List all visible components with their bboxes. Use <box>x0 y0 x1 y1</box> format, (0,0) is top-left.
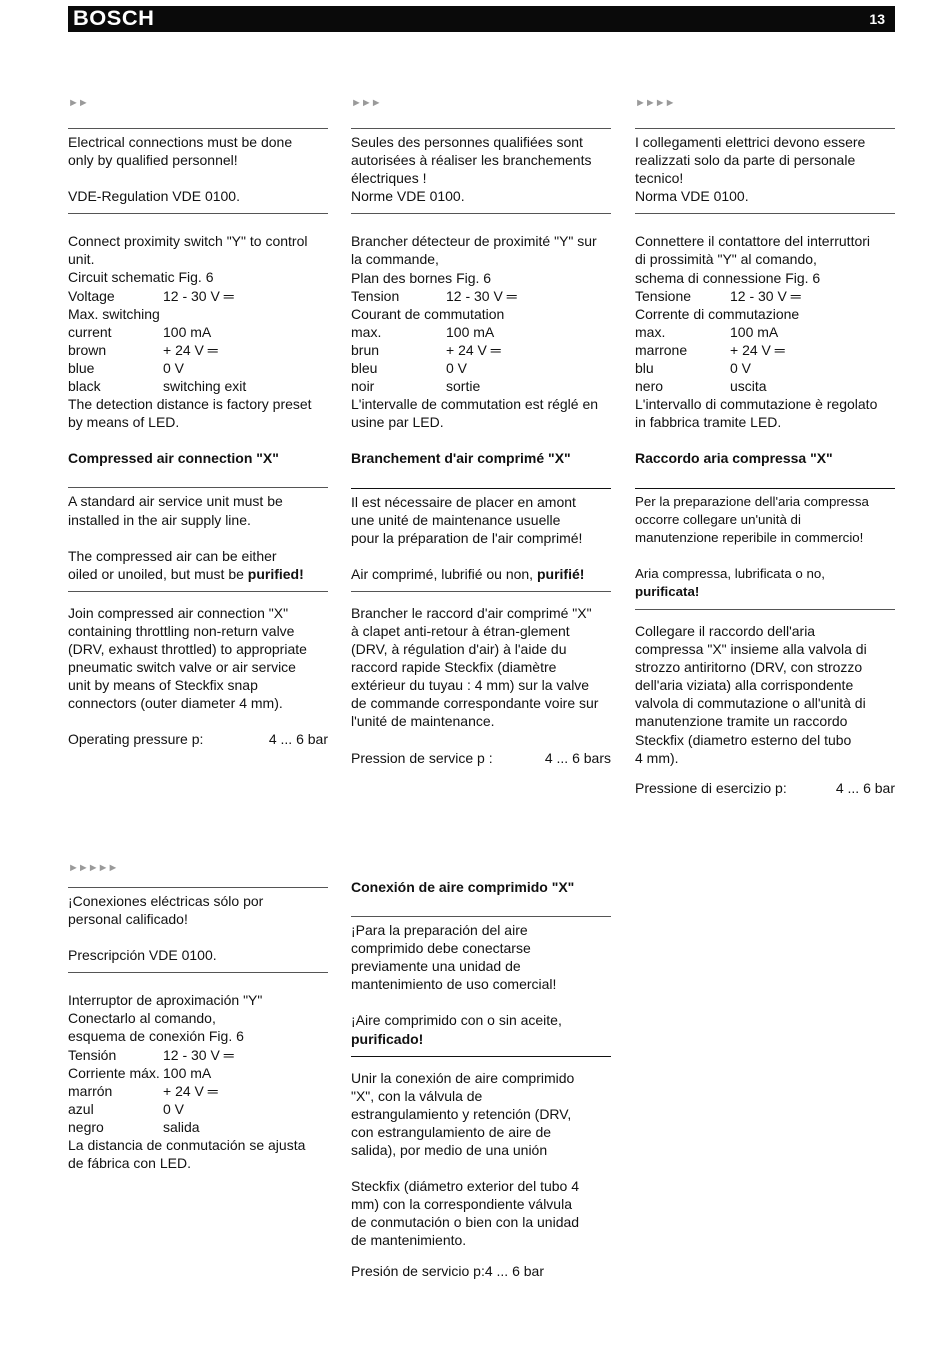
divider <box>351 1056 611 1057</box>
spec-key: Voltage <box>68 287 115 304</box>
spec-value: + 24 V ═ <box>446 341 501 358</box>
column-spanish-electrical <box>68 859 328 1172</box>
spec-value: + 24 V ═ <box>163 341 218 358</box>
join-line: à clapet anti-retour à étran-glement <box>351 622 570 639</box>
join-line: Unir la conexión de aire comprimido <box>351 1069 575 1086</box>
spec-key: brun <box>351 341 380 358</box>
regulation: VDE-Regulation VDE 0100. <box>68 188 240 205</box>
divider <box>635 609 895 610</box>
join-line: (DRV, à régulation d'air) à l'aide du <box>351 641 567 658</box>
spec-row-black <box>68 1118 328 1136</box>
join-line: "X", con la válvula de <box>351 1087 483 1104</box>
detection-line: The detection distance is factory preset <box>68 396 312 413</box>
join-line: pneumatic switch valve or air service <box>68 659 296 676</box>
join-line: salida), por medio de una unión <box>351 1142 548 1159</box>
bosch-logo: BOSCH <box>73 7 155 30</box>
pressure-value: 4 ... 6 bar <box>268 731 328 748</box>
divider <box>351 591 611 592</box>
spec-key: max. <box>635 323 666 340</box>
join-line: Join compressed air connection "X" <box>68 604 289 621</box>
service-line: occorre collegare un'unità di <box>635 511 801 527</box>
pressure-value: 4 ... 6 bars <box>544 749 611 766</box>
spec-value: 12 - 30 V ═ <box>446 287 517 304</box>
spec-value: 12 - 30 V ═ <box>163 287 234 304</box>
spec-value: 12 - 30 V ═ <box>730 287 801 304</box>
intro-line: électriques ! <box>351 170 427 187</box>
join-line: de commande correspondante voire sur <box>351 695 599 712</box>
service-line: previamente una unidad de <box>351 958 521 975</box>
join-line: con estrangulamiento de aire de <box>351 1123 552 1140</box>
spec-row-current <box>68 1064 328 1082</box>
spec-value: 100 mA <box>730 323 779 340</box>
detection-line: usine par LED. <box>351 414 444 431</box>
detection-line: in fabbrica tramite LED. <box>635 414 782 431</box>
spec-value: 100 mA <box>446 323 495 340</box>
join-line: 4 mm). <box>635 749 679 766</box>
connect-line: Circuit schematic Fig. 6 <box>68 269 214 286</box>
join-line: Collegare il raccordo dell'aria <box>635 622 816 639</box>
join-line: estrangulamiento y retención (DRV, <box>351 1105 572 1122</box>
join-line: compressa "X" insieme alla valvola di <box>635 641 867 658</box>
spec-key: blu <box>635 360 654 377</box>
spec-row-brown <box>68 1082 328 1100</box>
operating-pressure <box>351 749 611 767</box>
spec-key: noir <box>351 378 375 395</box>
spec-row-brown <box>635 341 895 359</box>
spec-key: blue <box>68 359 95 376</box>
regulation: Norme VDE 0100. <box>351 188 465 205</box>
spec-value: 0 V <box>163 1100 185 1117</box>
spec-row-current <box>635 323 895 341</box>
pressure-value: 4 ... 6 bar <box>835 779 895 796</box>
connect-line: Plan des bornes Fig. 6 <box>351 269 492 286</box>
column-italian <box>635 94 895 797</box>
service-line: manutenzione reperibile in commercio! <box>635 529 864 545</box>
spec-row-black <box>68 377 328 395</box>
spec-row-black <box>635 377 895 395</box>
spec-row-current <box>351 323 611 341</box>
max-switching-label: Courant de commutation <box>351 305 505 322</box>
join-line: dell'aria viziata) alla corrispondente <box>635 677 854 694</box>
spec-key: negro <box>68 1118 104 1135</box>
connect-line: unit. <box>68 251 95 268</box>
spec-value: 12 - 30 V ═ <box>163 1046 234 1063</box>
connect-line: Brancher détecteur de proximité "Y" sur <box>351 233 597 250</box>
spec-row-voltage <box>68 287 328 305</box>
spec-key: Tension <box>351 287 400 304</box>
join-line: manutenzione tramite un raccordo <box>635 713 848 730</box>
spec-key: marrone <box>635 341 688 358</box>
detection-line: La distancia de conmutación se ajusta <box>68 1137 306 1154</box>
service-line: Per la preparazione dell'aria compressa <box>635 493 869 509</box>
join-line: raccord rapide Steckfix (diamètre <box>351 659 557 676</box>
join-line: Brancher le raccord d'air comprimé "X" <box>351 604 592 621</box>
oiled-line: ¡Aire comprimido con o sin aceite, <box>351 1012 562 1029</box>
section-heading: Raccordo aria compressa "X" <box>635 450 833 467</box>
purified-emphasis: purificata! <box>635 583 700 599</box>
spec-key: Tensione <box>635 287 692 304</box>
connect-line: Connettere il contattore del interruttori <box>635 233 871 250</box>
join-line: (DRV, exhaust throttled) to appropriate <box>68 640 307 657</box>
divider <box>68 591 328 592</box>
join-line: valvola di commutazione o all'unità di <box>635 695 866 712</box>
divider <box>351 488 611 489</box>
spec-value: salida <box>163 1118 200 1135</box>
spec-key: brown <box>68 341 107 358</box>
service-line: ¡Para la preparación del aire <box>351 922 528 939</box>
spec-value: sortie <box>446 378 481 395</box>
divider <box>68 487 328 488</box>
pressure-value: 4 ... 6 bar <box>484 1262 544 1279</box>
pressure-label: Presión de servicio p: <box>351 1262 485 1279</box>
spec-row-brown <box>68 341 328 359</box>
detection-line: L'intervallo di commutazione è regolato <box>635 396 878 413</box>
oiled-line: Air comprimé, lubrifié ou non, purifié! <box>351 565 585 582</box>
spec-row-blue <box>351 359 611 377</box>
spec-key: marrón <box>68 1082 113 1099</box>
spec-row-blue <box>635 359 895 377</box>
connect-line: Conectarlo al comando, <box>68 1010 216 1027</box>
steckfix-line: de mantenimiento. <box>351 1232 467 1249</box>
spec-value: 0 V <box>730 360 752 377</box>
intro-line: Electrical connections must be done <box>68 134 293 150</box>
spec-value: 100 mA <box>163 1064 212 1081</box>
intro-line: only by qualified personnel! <box>68 152 238 169</box>
operating-pressure <box>68 730 328 748</box>
connect-line: di prossimità "Y" al comando, <box>635 251 817 268</box>
language-marker: ►►►►► <box>68 862 118 874</box>
divider <box>68 887 328 888</box>
steckfix-line: mm) con la correspondiente válvula <box>351 1196 572 1213</box>
regulation: Prescripción VDE 0100. <box>68 947 217 964</box>
divider <box>351 128 611 129</box>
purified-emphasis: purifié! <box>536 565 585 582</box>
service-line: une unité de maintenance usuelle <box>351 511 561 528</box>
detection-line: by means of LED. <box>68 414 180 431</box>
detection-line: L'intervalle de commutation est réglé en <box>351 396 599 413</box>
join-line: strozzo antiritorno (DRV, con strozzo <box>635 659 863 676</box>
service-line: A standard air service unit must be <box>68 493 283 510</box>
divider <box>351 916 611 917</box>
spec-key: bleu <box>351 360 378 377</box>
divider <box>635 213 895 214</box>
spec-row-voltage <box>635 287 895 305</box>
language-marker: ►► <box>68 97 88 109</box>
oiled-line: The compressed air can be either <box>68 547 277 564</box>
join-line: Steckfix (diametro esterno del tubo <box>635 731 852 748</box>
intro-line: Seules des personnes qualifiées sont <box>351 134 583 150</box>
detection-line: de fábrica con LED. <box>68 1155 191 1172</box>
purified-emphasis: purificado! <box>351 1030 424 1047</box>
join-line: unit by means of Steckfix snap <box>68 677 258 694</box>
steckfix-line: Steckfix (diámetro exterior del tubo 4 <box>351 1178 579 1195</box>
steckfix-line: de conmutación o bien con la unidad <box>351 1214 580 1231</box>
divider <box>635 488 895 489</box>
intro-line: tecnico! <box>635 170 684 187</box>
column-spanish-air <box>351 878 611 1280</box>
join-line: connectors (outer diameter 4 mm). <box>68 695 283 712</box>
column-english <box>68 94 328 748</box>
max-switching-label: Corrente di commutazione <box>635 305 800 322</box>
service-line: comprimido debe conectarse <box>351 940 531 957</box>
section-heading: Conexión de aire comprimido "X" <box>351 879 575 895</box>
service-line: pour la préparation de l'air comprimé! <box>351 529 583 546</box>
spec-key: Corriente máx. <box>68 1064 160 1081</box>
spec-value: 0 V <box>163 359 185 376</box>
join-line: containing throttling non-return valve <box>68 622 295 639</box>
operating-pressure <box>351 1262 611 1280</box>
purified-emphasis: purified! <box>247 565 304 582</box>
spec-row-current <box>68 323 328 341</box>
spec-row-voltage <box>351 287 611 305</box>
divider <box>68 213 328 214</box>
connect-line: la commande, <box>351 251 439 268</box>
connect-line: esquema de conexión Fig. 6 <box>68 1028 244 1045</box>
spec-key: max. <box>351 323 382 340</box>
intro-line: autorisées à réaliser les branchements <box>351 152 592 169</box>
spec-key: nero <box>635 378 664 395</box>
divider <box>68 972 328 973</box>
spec-value: + 24 V ═ <box>730 341 785 358</box>
connect-line: Connect proximity switch "Y" to control <box>68 233 308 250</box>
spec-row-voltage <box>68 1046 328 1064</box>
spec-value: 100 mA <box>163 323 212 340</box>
service-line: mantenimiento de uso comercial! <box>351 976 557 993</box>
spec-key: current <box>68 323 112 340</box>
connect-line: Interruptor de aproximación "Y" <box>68 992 263 1009</box>
spec-row-black <box>351 377 611 395</box>
language-marker: ►►► <box>351 97 381 109</box>
spec-value: 0 V <box>446 360 468 377</box>
pressure-label: Operating pressure p: <box>68 731 204 748</box>
spec-key: black <box>68 378 101 395</box>
section-heading: Branchement d'air comprimé "X" <box>351 450 571 467</box>
pressure-label: Pressione di esercizio p: <box>635 779 787 796</box>
join-line: l'unité de maintenance. <box>351 713 495 730</box>
divider <box>68 128 328 129</box>
intro-line: personal calificado! <box>68 911 188 928</box>
spec-value: switching exit <box>163 378 247 395</box>
oiled-line: oiled or unoiled, but must be purified! <box>68 565 304 582</box>
oiled-line: Aria compressa, lubrificata o no, <box>635 565 825 581</box>
spec-row-brown <box>351 341 611 359</box>
operating-pressure <box>635 779 895 797</box>
section-heading: Compressed air connection "X" <box>68 450 279 467</box>
regulation: Norma VDE 0100. <box>635 188 749 205</box>
service-line: Il est nécessaire de placer en amont <box>351 493 576 510</box>
divider <box>635 128 895 129</box>
spec-row-blue <box>68 359 328 377</box>
spec-key: Tensión <box>68 1046 117 1063</box>
column-french <box>351 94 611 767</box>
language-marker: ►►►► <box>635 97 675 109</box>
service-line: installed in the air supply line. <box>68 511 251 528</box>
intro-line: ¡Conexiones eléctricas sólo por <box>68 893 264 909</box>
spec-value: + 24 V ═ <box>163 1082 218 1099</box>
intro-line: I collegamenti elettrici devono essere <box>635 134 866 150</box>
divider <box>351 213 611 214</box>
spec-row-blue <box>68 1100 328 1118</box>
spec-value: uscita <box>730 378 767 395</box>
join-line: extérieur du tuyau : 4 mm) sur la valve <box>351 677 590 694</box>
intro-line: realizzati solo da parte di personale <box>635 152 856 169</box>
max-switching-label: Max. switching <box>68 305 160 322</box>
spec-key: azul <box>68 1100 94 1117</box>
pressure-label: Pression de service p : <box>351 749 493 766</box>
connect-line: schema di connessione Fig. 6 <box>635 269 821 286</box>
page-header <box>68 6 895 32</box>
page-number: 13 <box>869 11 885 27</box>
